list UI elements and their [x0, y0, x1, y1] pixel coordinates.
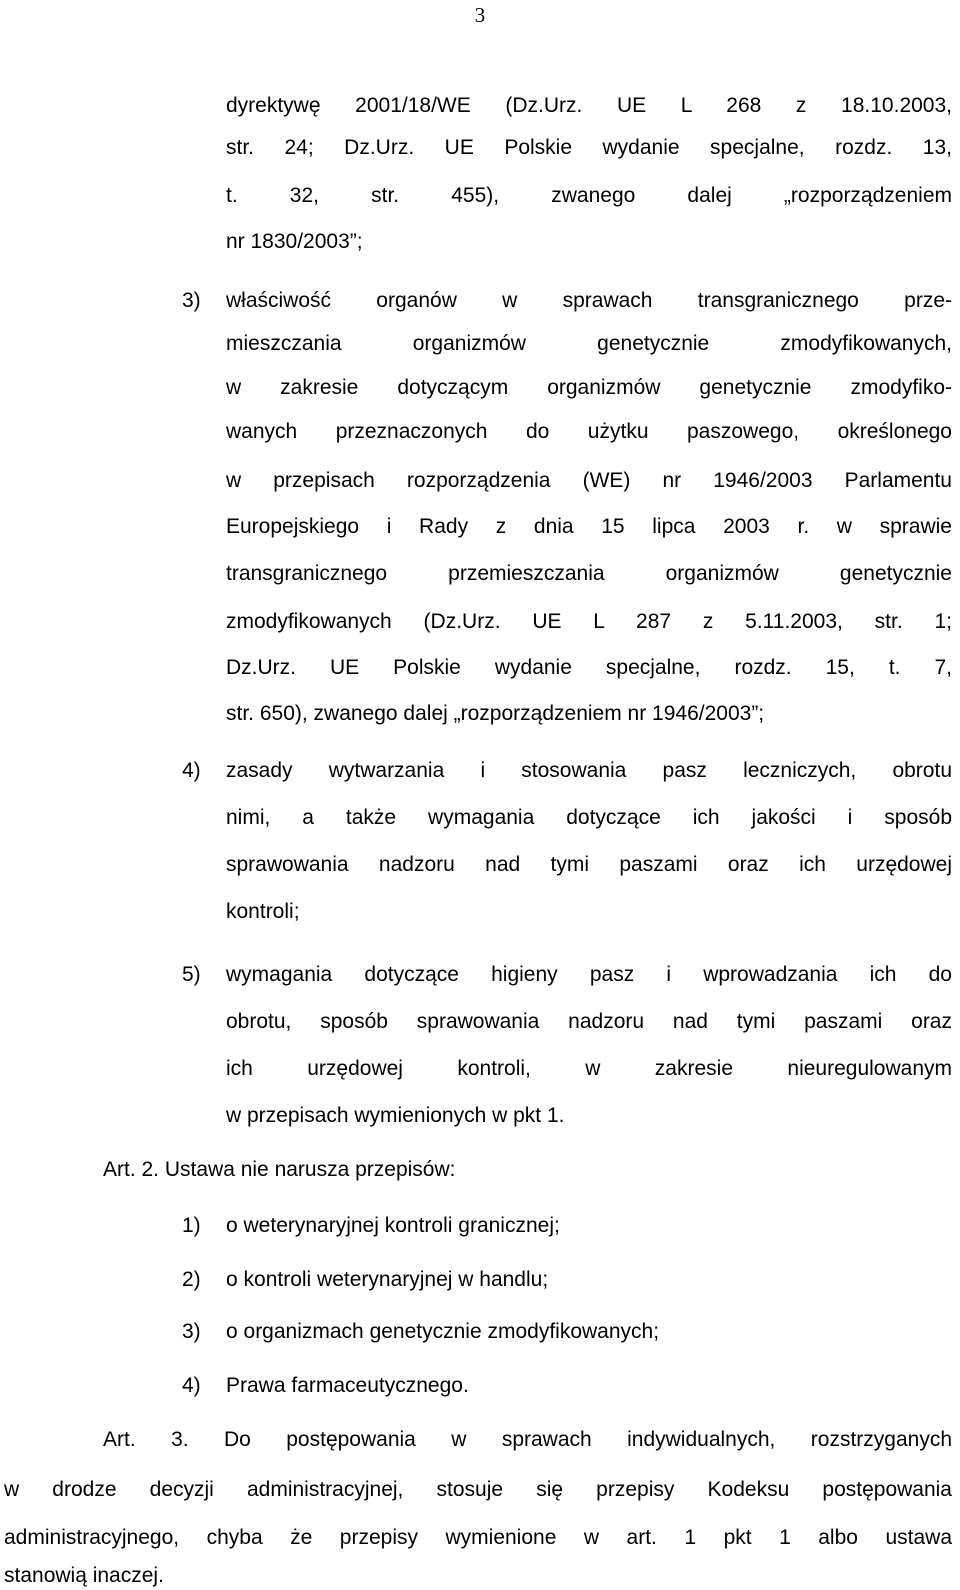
continuation-line: str. 24; Dz.Urz. UE Polskie wydanie specjalne, rozdz. 13, [226, 136, 952, 159]
list-item-line: nimi, a także wymagania dotyczące ich jakości i sposób [226, 806, 952, 829]
list-item-line: Dz.Urz. UE Polskie wydanie specjalne, rozdz. 15, t. 7, [226, 656, 952, 679]
list-item-line: właściwość organów w sprawach transgranicznego prze- [226, 289, 952, 312]
article-3-line: Art. 3. Do postępowania w sprawach indywidualnych, rozstrzyganych [103, 1428, 952, 1451]
art2-point-number: 2) [182, 1268, 201, 1291]
list-item-number: 4) [182, 759, 201, 782]
list-item-line: w zakresie dotyczącym organizmów genetycznie zmodyfiko- [226, 376, 952, 399]
list-item-line: w przepisach rozporządzenia (WE) nr 1946/2003 Parlamentu [226, 469, 952, 492]
list-item-line: Europejskiego i Rady z dnia 15 lipca 2003 r. w sprawie [226, 515, 952, 538]
list-item-line: ich urzędowej kontroli, w zakresie nieuregulowanym [226, 1057, 952, 1080]
art2-point-number: 4) [182, 1374, 201, 1397]
list-item-line: zmodyfikowanych (Dz.Urz. UE L 287 z 5.11.2003, str. 1; [226, 610, 952, 633]
article-3-line: administracyjnego, chyba że przepisy wymienione w art. 1 pkt 1 albo ustawa [4, 1526, 952, 1549]
list-item-line: obrotu, sposób sprawowania nadzoru nad tymi paszami oraz [226, 1010, 952, 1033]
list-item-line: wanych przeznaczonych do użytku paszowego, określonego [226, 420, 952, 443]
list-item-line: w przepisach wymienionych w pkt 1. [226, 1104, 565, 1127]
article-3-line: stanowią inaczej. [4, 1564, 164, 1587]
continuation-line: dyrektywę 2001/18/WE (Dz.Urz. UE L 268 z 18.10.2003, [226, 94, 952, 117]
art2-point-text: o kontroli weterynaryjnej w handlu; [226, 1268, 549, 1291]
list-item-number: 5) [182, 963, 201, 986]
article-2-heading: Art. 2. Ustawa nie narusza przepisów: [103, 1158, 456, 1181]
list-item-line: transgranicznego przemieszczania organizmów genetycznie [226, 562, 952, 585]
list-item-line: str. 650), zwanego dalej „rozporządzeniem nr 1946/2003”; [226, 702, 765, 725]
art2-point-number: 1) [182, 1214, 201, 1237]
page-number: 3 [474, 3, 486, 27]
list-item-line: wymagania dotyczące higieny pasz i wprowadzania ich do [226, 963, 952, 986]
list-item-line: kontroli; [226, 900, 300, 923]
art2-point-text: o organizmach genetycznie zmodyfikowanych; [226, 1320, 660, 1343]
list-item-line: zasady wytwarzania i stosowania pasz leczniczych, obrotu [226, 759, 952, 782]
art2-point-text: o weterynaryjnej kontroli granicznej; [226, 1214, 560, 1237]
list-item-line: sprawowania nadzoru nad tymi paszami oraz ich urzędowej [226, 853, 952, 876]
continuation-line: t. 32, str. 455), zwanego dalej „rozporządzeniem [226, 184, 952, 207]
article-3-line: w drodze decyzji administracyjnej, stosuje się przepisy Kodeksu postępowania [4, 1478, 952, 1501]
list-item-line: mieszczania organizmów genetycznie zmodyfikowanych, [226, 332, 952, 355]
list-item-number: 3) [182, 289, 201, 312]
art2-point-text: Prawa farmaceutycznego. [226, 1374, 469, 1397]
continuation-line: nr 1830/2003”; [226, 230, 363, 253]
art2-point-number: 3) [182, 1320, 201, 1343]
